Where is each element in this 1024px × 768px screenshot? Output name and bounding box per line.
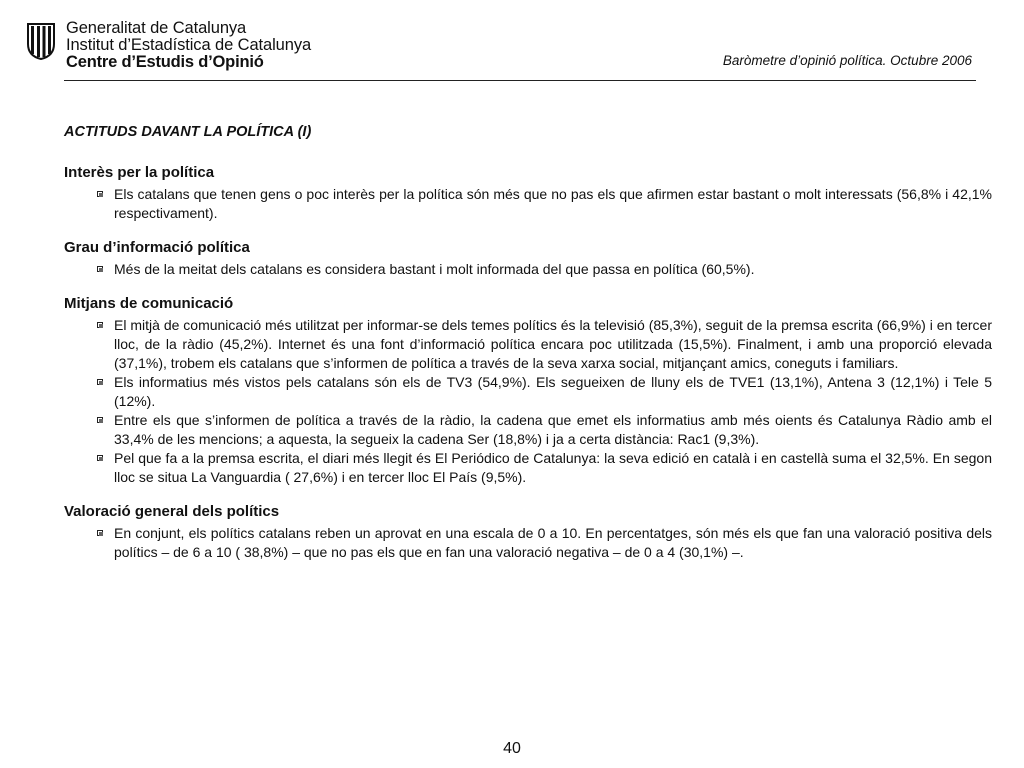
block-interes	[64, 164, 992, 223]
bullet-item	[64, 524, 992, 562]
checkbox-bullet-icon	[97, 322, 103, 328]
subheading: Valoració general dels polítics	[64, 503, 280, 520]
checkbox-bullet-icon	[97, 266, 103, 272]
main-content	[64, 124, 992, 578]
bullet-text: Els catalans que tenen gens o poc interès per la política són més que no pas els que afirmen estar bastant o molt interessats (56,8% i 42,1% respectivament).	[114, 186, 992, 221]
checkbox-bullet-icon	[97, 455, 103, 461]
bullet-text: En conjunt, els polítics catalans reben un aprovat en una escala de 0 a 10. En percentatges, són més els que fan una valoració positiva dels polítics – de 6 a 10 ( 38,8%) – que no pas els que en fan una valoració negativa – de 0 a 4 (30,1%) –.	[114, 525, 992, 560]
header-divider	[64, 80, 976, 81]
checkbox-bullet-icon	[97, 530, 103, 536]
block-valoracio	[64, 503, 992, 562]
bullet-text: El mitjà de comunicació més utilitzat per informar-se dels temes polítics és la televisió (85,3%), seguit de la premsa escrita (66,9%) i en tercer lloc, de la ràdio (45,2%). Internet és una font d’informació política encara poc utilitzada (15,5%). Finalment, i amb una proporció elevada (37,1%), trobem els catalans que s’informen de política a través de la seva xarxa social, mitjançant amics, coneguts i familiars.	[114, 317, 992, 371]
bullet-text: Els informatius més vistos pels catalans són els de TV3 (54,9%). Els segueixen de lluny els de TVE1 (13,1%), Antena 3 (12,1%) i Tele 5 (12%).	[114, 374, 992, 409]
bullet-item	[64, 373, 992, 411]
block-mitjans	[64, 295, 992, 487]
org-line-ceo: Centre d’Estudis d’Opinió	[66, 53, 264, 71]
report-title: Baròmetre d’opinió política. Octubre 2006	[722, 53, 972, 68]
checkbox-bullet-icon	[97, 417, 103, 423]
catalonia-coat-of-arms-icon	[26, 22, 56, 65]
subheading: Interès per la política	[64, 164, 215, 181]
bullet-text: Més de la meitat dels catalans es considera bastant i molt informada del que passa en política (60,5%).	[114, 261, 755, 277]
block-informacio	[64, 239, 992, 279]
subheading: Grau d’informació política	[64, 239, 250, 256]
section-title: ACTITUDS DAVANT LA POLÍTICA (I)	[64, 124, 312, 140]
org-line-idescat: Institut d’Estadística de Catalunya	[66, 36, 312, 54]
checkbox-bullet-icon	[97, 191, 103, 197]
bullet-text: Entre els que s’informen de política a través de la ràdio, la cadena que emet els informatius amb més oients és Catalunya Ràdio amb el 33,4% de les mencions; a aquesta, la segueix la cadena Ser (18,8%) i ja a certa distància: Rac1 (9,3%).	[114, 412, 992, 447]
org-line-generalitat: Generalitat de Catalunya	[66, 19, 247, 37]
checkbox-bullet-icon	[97, 379, 103, 385]
bullet-item	[64, 260, 992, 279]
subheading: Mitjans de comunicació	[64, 295, 234, 312]
bullet-item	[64, 449, 992, 487]
document-header	[26, 20, 976, 82]
bullet-item	[64, 185, 992, 223]
page-number: 40	[503, 740, 521, 757]
bullet-item	[64, 316, 992, 373]
bullet-text: Pel que fa a la premsa escrita, el diari més llegit és El Periódico de Catalunya: la seva edició en català i en castellà suma el 32,5%. En segon lloc se situa La Vanguardia ( 27,6%) i en tercer lloc El País (9,5%).	[114, 450, 992, 485]
bullet-item	[64, 411, 992, 449]
organization-name	[66, 20, 311, 71]
